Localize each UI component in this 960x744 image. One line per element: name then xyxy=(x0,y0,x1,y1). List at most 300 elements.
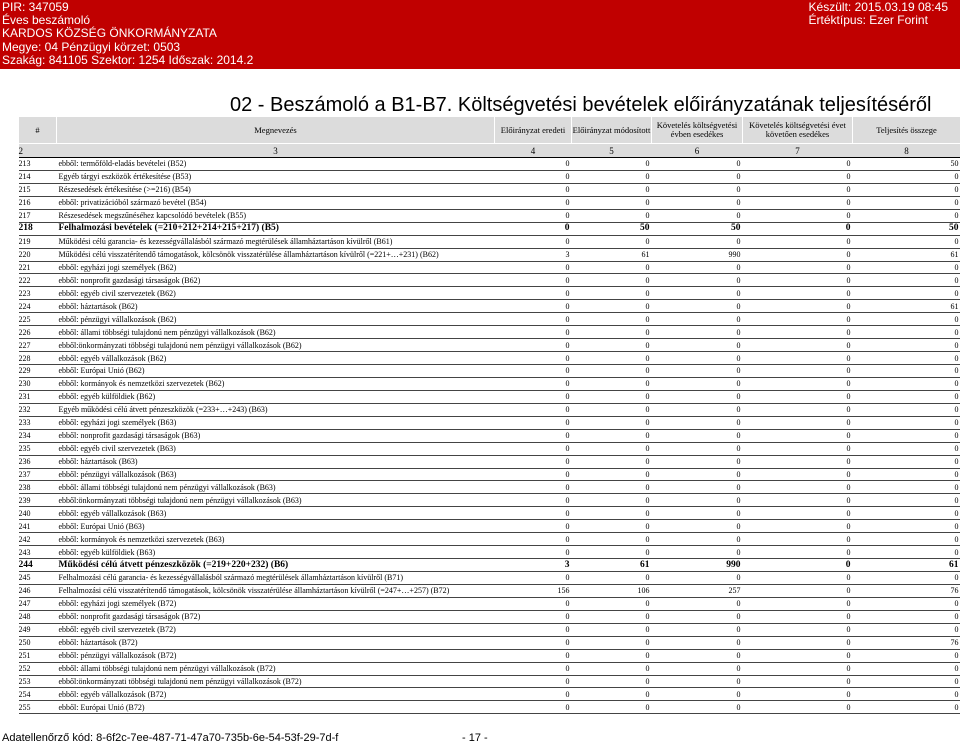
original-estimate-value: 0 xyxy=(495,352,572,365)
claim-following-year-value: 0 xyxy=(743,196,853,209)
table-row xyxy=(19,662,960,675)
row-id: 242 xyxy=(19,533,57,546)
row-description: Felhalmozási célú garancia- és kezességvállalásból származó megtérülések államháztartáson kívülről (B71) xyxy=(57,572,495,585)
col-header-claim-following-year: Követelés költségvetési évet követően esedékes xyxy=(743,117,853,144)
original-estimate-value: 0 xyxy=(495,494,572,507)
row-description: ebből: állami többségi tulajdonú nem pénzügyi vállalkozások (B62) xyxy=(57,326,495,339)
original-estimate-value: 0 xyxy=(495,209,572,222)
verification-code: Adatellenőrző kód: 8-6f2c-7ee-487-71-47a70-735b-6e-54-53f-29-7d-f xyxy=(2,732,339,744)
claim-current-year-value: 0 xyxy=(652,520,743,533)
row-description: ebből: egyéb külföldiek (B63) xyxy=(57,546,495,559)
row-id: 237 xyxy=(19,468,57,481)
original-estimate-value: 0 xyxy=(495,339,572,352)
modified-estimate-value: 106 xyxy=(572,584,652,597)
row-id: 231 xyxy=(19,390,57,403)
claim-following-year-value: 0 xyxy=(743,584,853,597)
modified-estimate-value: 0 xyxy=(572,442,652,455)
claim-current-year-value: 0 xyxy=(652,390,743,403)
table-row xyxy=(19,636,960,649)
table-row xyxy=(19,248,960,261)
claim-current-year-value: 0 xyxy=(652,533,743,546)
table-row xyxy=(19,170,960,183)
table-row xyxy=(19,520,960,533)
original-estimate-value: 0 xyxy=(495,235,572,248)
table-row xyxy=(19,274,960,287)
fulfilment-value: 0 xyxy=(853,494,960,507)
original-estimate-value: 0 xyxy=(495,261,572,274)
modified-estimate-value: 0 xyxy=(572,158,652,171)
modified-estimate-value: 0 xyxy=(572,546,652,559)
fulfilment-value: 0 xyxy=(853,352,960,365)
original-estimate-value: 0 xyxy=(495,326,572,339)
claim-current-year-value: 0 xyxy=(652,442,743,455)
modified-estimate-value: 0 xyxy=(572,533,652,546)
row-description: ebből: egyéb civil szervezetek (B72) xyxy=(57,623,495,636)
row-id: 216 xyxy=(19,196,57,209)
original-estimate-value: 0 xyxy=(495,300,572,313)
claim-following-year-value: 0 xyxy=(743,339,853,352)
row-description: ebből: Európai Unió (B62) xyxy=(57,365,495,378)
row-id: 246 xyxy=(19,584,57,597)
original-estimate-value: 0 xyxy=(495,507,572,520)
row-id: 252 xyxy=(19,662,57,675)
claim-following-year-value: 0 xyxy=(743,287,853,300)
claim-following-year-value: 0 xyxy=(743,610,853,623)
row-id: 248 xyxy=(19,610,57,623)
row-id: 218 xyxy=(19,222,57,235)
original-estimate-value: 0 xyxy=(495,222,572,235)
claim-current-year-value: 0 xyxy=(652,365,743,378)
claim-following-year-value: 0 xyxy=(743,468,853,481)
claim-current-year-value: 0 xyxy=(652,235,743,248)
row-id: 221 xyxy=(19,261,57,274)
fulfilment-value: 0 xyxy=(853,623,960,636)
original-estimate-value: 0 xyxy=(495,610,572,623)
claim-following-year-value: 0 xyxy=(743,403,853,416)
fulfilment-value: 0 xyxy=(853,520,960,533)
claim-following-year-value: 0 xyxy=(743,365,853,378)
claim-following-year-value: 0 xyxy=(743,494,853,507)
claim-following-year-value: 0 xyxy=(743,520,853,533)
col-number: 8 xyxy=(853,144,960,158)
fulfilment-value: 0 xyxy=(853,468,960,481)
column-number-row xyxy=(19,144,960,158)
original-estimate-value: 0 xyxy=(495,183,572,196)
row-description: ebből: pénzügyi vállalkozások (B62) xyxy=(57,313,495,326)
claim-following-year-value: 0 xyxy=(743,429,853,442)
table-row xyxy=(19,365,960,378)
row-id: 230 xyxy=(19,377,57,390)
table-row xyxy=(19,429,960,442)
table-row xyxy=(19,481,960,494)
row-id: 249 xyxy=(19,623,57,636)
original-estimate-value: 0 xyxy=(495,365,572,378)
claim-current-year-value: 0 xyxy=(652,688,743,701)
row-id: 243 xyxy=(19,546,57,559)
col-header-fulfilment: Teljesítés összege xyxy=(853,117,960,144)
table-row xyxy=(19,352,960,365)
original-estimate-value: 0 xyxy=(495,442,572,455)
claim-current-year-value: 0 xyxy=(652,339,743,352)
table-row xyxy=(19,261,960,274)
fulfilment-value: 0 xyxy=(853,662,960,675)
fulfilment-value: 0 xyxy=(853,455,960,468)
row-id: 223 xyxy=(19,287,57,300)
claim-following-year-value: 0 xyxy=(743,377,853,390)
modified-estimate-value: 0 xyxy=(572,274,652,287)
fulfilment-value: 0 xyxy=(853,377,960,390)
claim-current-year-value: 990 xyxy=(652,248,743,261)
fulfilment-value: 0 xyxy=(853,610,960,623)
claim-following-year-value: 0 xyxy=(743,274,853,287)
claim-current-year-value: 0 xyxy=(652,546,743,559)
row-description: ebből: pénzügyi vállalkozások (B63) xyxy=(57,468,495,481)
header-left xyxy=(2,1,253,67)
row-id: 228 xyxy=(19,352,57,365)
fulfilment-value: 0 xyxy=(853,339,960,352)
fulfilment-value: 76 xyxy=(853,584,960,597)
modified-estimate-value: 0 xyxy=(572,494,652,507)
modified-estimate-value: 0 xyxy=(572,675,652,688)
row-id: 245 xyxy=(19,572,57,585)
claim-current-year-value: 0 xyxy=(652,494,743,507)
table-row xyxy=(19,546,960,559)
fulfilment-value: 0 xyxy=(853,209,960,222)
row-id: 255 xyxy=(19,701,57,714)
claim-current-year-value: 0 xyxy=(652,209,743,222)
modified-estimate-value: 0 xyxy=(572,662,652,675)
row-id: 251 xyxy=(19,649,57,662)
original-estimate-value: 3 xyxy=(495,559,572,572)
original-estimate-value: 156 xyxy=(495,584,572,597)
row-id: 247 xyxy=(19,597,57,610)
modified-estimate-value: 0 xyxy=(572,597,652,610)
modified-estimate-value: 0 xyxy=(572,287,652,300)
row-id: 253 xyxy=(19,675,57,688)
fulfilment-value: 0 xyxy=(853,597,960,610)
claim-current-year-value: 0 xyxy=(652,170,743,183)
row-id: 232 xyxy=(19,403,57,416)
col-number: 6 xyxy=(652,144,743,158)
original-estimate-value: 0 xyxy=(495,455,572,468)
table-row xyxy=(19,339,960,352)
modified-estimate-value: 0 xyxy=(572,313,652,326)
original-estimate-value: 0 xyxy=(495,416,572,429)
row-description: ebből: állami többségi tulajdonú nem pénzügyi vállalkozások (B72) xyxy=(57,662,495,675)
claim-following-year-value: 0 xyxy=(743,455,853,468)
row-description: ebből: állami többségi tulajdonú nem pénzügyi vállalkozások (B63) xyxy=(57,481,495,494)
original-estimate-value: 0 xyxy=(495,675,572,688)
claim-following-year-value: 0 xyxy=(743,636,853,649)
claim-current-year-value: 0 xyxy=(652,287,743,300)
original-estimate-value: 0 xyxy=(495,546,572,559)
original-estimate-value: 0 xyxy=(495,520,572,533)
claim-current-year-value: 0 xyxy=(652,610,743,623)
table-row xyxy=(19,300,960,313)
row-id: 214 xyxy=(19,170,57,183)
fulfilment-value: 0 xyxy=(853,365,960,378)
claim-following-year-value: 0 xyxy=(743,352,853,365)
row-description: Részesedések megszűnéséhez kapcsolódó bevételek (B55) xyxy=(57,209,495,222)
table-row xyxy=(19,494,960,507)
claim-following-year-value: 0 xyxy=(743,209,853,222)
table-row xyxy=(19,390,960,403)
modified-estimate-value: 0 xyxy=(572,377,652,390)
modified-estimate-value: 50 xyxy=(572,222,652,235)
table-row xyxy=(19,701,960,714)
fulfilment-value: 0 xyxy=(853,235,960,248)
fulfilment-value: 61 xyxy=(853,559,960,572)
modified-estimate-value: 61 xyxy=(572,559,652,572)
row-description: ebből: egyházi jogi személyek (B72) xyxy=(57,597,495,610)
row-description: Egyéb működési célú átvett pénzeszközök (=233+…+243) (B63) xyxy=(57,403,495,416)
table-row xyxy=(19,507,960,520)
claim-current-year-value: 0 xyxy=(652,183,743,196)
col-header-modified-estimate: Előirányzat módosított xyxy=(572,117,652,144)
row-id: 215 xyxy=(19,183,57,196)
row-description: ebből: nonprofit gazdasági társaságok (B63) xyxy=(57,429,495,442)
row-id: 222 xyxy=(19,274,57,287)
col-header-number: # xyxy=(19,117,57,144)
row-description: ebből: egyéb külföldiek (B62) xyxy=(57,390,495,403)
table-row xyxy=(19,675,960,688)
fulfilment-value: 0 xyxy=(853,572,960,585)
row-id: 226 xyxy=(19,326,57,339)
fulfilment-value: 0 xyxy=(853,546,960,559)
claim-following-year-value: 0 xyxy=(743,533,853,546)
column-header-row xyxy=(19,117,960,144)
claim-following-year-value: 0 xyxy=(743,597,853,610)
col-header-claim-current-year: Követelés költségvetési évben esedékes xyxy=(652,117,743,144)
organization-name: KARDOS KÖZSÉG ÖNKORMÁNYZATA xyxy=(2,26,217,41)
table-row xyxy=(19,533,960,546)
table-row xyxy=(19,326,960,339)
row-description: ebből: nonprofit gazdasági társaságok (B62) xyxy=(57,274,495,287)
claim-current-year-value: 0 xyxy=(652,196,743,209)
col-number: 3 xyxy=(57,144,495,158)
modified-estimate-value: 0 xyxy=(572,481,652,494)
row-description: Felhalmozási célú visszatérítendő támogatások, kölcsönök visszatérülése államháztartáson kívülről (=247+…+257) (B72) xyxy=(57,584,495,597)
row-id: 254 xyxy=(19,688,57,701)
table-row xyxy=(19,313,960,326)
claim-current-year-value: 0 xyxy=(652,429,743,442)
modified-estimate-value: 0 xyxy=(572,507,652,520)
modified-estimate-value: 0 xyxy=(572,636,652,649)
claim-current-year-value: 0 xyxy=(652,403,743,416)
county-info: Megye: 04 Pénzügyi körzet: 0503 xyxy=(2,39,181,54)
row-id: 241 xyxy=(19,520,57,533)
table-row xyxy=(19,649,960,662)
claim-following-year-value: 0 xyxy=(743,688,853,701)
col-number: 4 xyxy=(495,144,572,158)
modified-estimate-value: 0 xyxy=(572,572,652,585)
claim-current-year-value: 0 xyxy=(652,300,743,313)
modified-estimate-value: 0 xyxy=(572,455,652,468)
fulfilment-value: 0 xyxy=(853,261,960,274)
modified-estimate-value: 0 xyxy=(572,416,652,429)
fulfilment-value: 76 xyxy=(853,636,960,649)
modified-estimate-value: 0 xyxy=(572,196,652,209)
claim-current-year-value: 0 xyxy=(652,623,743,636)
modified-estimate-value: 0 xyxy=(572,326,652,339)
original-estimate-value: 0 xyxy=(495,481,572,494)
header-right xyxy=(809,1,948,27)
col-header-name: Megnevezés xyxy=(57,117,495,144)
claim-current-year-value: 0 xyxy=(652,701,743,714)
row-id: 233 xyxy=(19,416,57,429)
sector-info: Szakág: 841105 Szektor: 1254 Időszak: 2014.2 xyxy=(2,52,254,67)
row-description: ebből: egyházi jogi személyek (B63) xyxy=(57,416,495,429)
page-title: 02 - Beszámoló a B1-B7. Költségvetési bevételek előirányzatának teljesítéséről xyxy=(230,94,932,116)
fulfilment-value: 0 xyxy=(853,688,960,701)
page-number: - 17 - xyxy=(462,732,488,744)
page-footer xyxy=(0,733,960,744)
fulfilment-value: 0 xyxy=(853,196,960,209)
table-row xyxy=(19,442,960,455)
row-description: Működési célú garancia- és kezességvállalásból származó megtérülések államháztartáson kívülről (B61) xyxy=(57,235,495,248)
row-description: ebből: termőföld-eladás bevételei (B52) xyxy=(57,158,495,171)
claim-following-year-value: 0 xyxy=(743,235,853,248)
claim-following-year-value: 0 xyxy=(743,481,853,494)
row-description: ebből: háztartások (B63) xyxy=(57,455,495,468)
row-description: ebből: nonprofit gazdasági társaságok (B72) xyxy=(57,610,495,623)
col-header-original-estimate: Előirányzat eredeti xyxy=(495,117,572,144)
row-description: ebből: egyéb vállalkozások (B72) xyxy=(57,688,495,701)
fulfilment-value: 0 xyxy=(853,183,960,196)
fulfilment-value: 50 xyxy=(853,222,960,235)
original-estimate-value: 0 xyxy=(495,572,572,585)
claim-following-year-value: 0 xyxy=(743,416,853,429)
original-estimate-value: 3 xyxy=(495,248,572,261)
row-id: 220 xyxy=(19,248,57,261)
report-header xyxy=(0,0,960,69)
created-timestamp: Készült: 2015.03.19 08:45 xyxy=(808,0,948,14)
table-row xyxy=(19,584,960,597)
fulfilment-value: 0 xyxy=(853,701,960,714)
modified-estimate-value: 0 xyxy=(572,339,652,352)
row-description: ebből:önkormányzati többségi tulajdonú nem pénzügyi vállalkozások (B72) xyxy=(57,675,495,688)
row-description: Egyéb tárgyi eszközök értékesítése (B53) xyxy=(57,170,495,183)
claim-current-year-value: 0 xyxy=(652,675,743,688)
fulfilment-value: 0 xyxy=(853,442,960,455)
claim-following-year-value: 0 xyxy=(743,442,853,455)
row-description: Részesedések értékesítése (>=216) (B54) xyxy=(57,183,495,196)
original-estimate-value: 0 xyxy=(495,533,572,546)
claim-following-year-value: 0 xyxy=(743,326,853,339)
modified-estimate-value: 61 xyxy=(572,248,652,261)
budget-table xyxy=(18,116,960,714)
row-id: 250 xyxy=(19,636,57,649)
original-estimate-value: 0 xyxy=(495,287,572,300)
original-estimate-value: 0 xyxy=(495,468,572,481)
table-row xyxy=(19,468,960,481)
claim-current-year-value: 0 xyxy=(652,468,743,481)
fulfilment-value: 0 xyxy=(853,649,960,662)
fulfilment-value: 0 xyxy=(853,416,960,429)
claim-current-year-value: 0 xyxy=(652,572,743,585)
claim-following-year-value: 0 xyxy=(743,170,853,183)
table-row xyxy=(19,209,960,222)
fulfilment-value: 61 xyxy=(853,248,960,261)
row-id: 235 xyxy=(19,442,57,455)
original-estimate-value: 0 xyxy=(495,196,572,209)
row-description: ebből: egyházi jogi személyek (B62) xyxy=(57,261,495,274)
original-estimate-value: 0 xyxy=(495,274,572,287)
row-description: ebből: kormányok és nemzetközi szervezetek (B63) xyxy=(57,533,495,546)
table-row xyxy=(19,196,960,209)
claim-following-year-value: 0 xyxy=(743,623,853,636)
row-description: ebből: kormányok és nemzetközi szervezetek (B62) xyxy=(57,377,495,390)
claim-following-year-value: 0 xyxy=(743,649,853,662)
report-type: Éves beszámoló xyxy=(2,13,91,28)
claim-following-year-value: 0 xyxy=(743,261,853,274)
claim-current-year-value: 0 xyxy=(652,313,743,326)
table-row xyxy=(19,287,960,300)
original-estimate-value: 0 xyxy=(495,688,572,701)
row-id: 240 xyxy=(19,507,57,520)
original-estimate-value: 0 xyxy=(495,170,572,183)
claim-current-year-value: 0 xyxy=(652,636,743,649)
row-description: ebből: egyéb civil szervezetek (B63) xyxy=(57,442,495,455)
fulfilment-value: 0 xyxy=(853,313,960,326)
value-unit: Értéktípus: Ezer Forint xyxy=(808,13,928,28)
modified-estimate-value: 0 xyxy=(572,688,652,701)
row-description: ebből: Európai Unió (B72) xyxy=(57,701,495,714)
modified-estimate-value: 0 xyxy=(572,623,652,636)
modified-estimate-value: 0 xyxy=(572,649,652,662)
fulfilment-value: 0 xyxy=(853,429,960,442)
fulfilment-value: 0 xyxy=(853,507,960,520)
row-id: 239 xyxy=(19,494,57,507)
claim-current-year-value: 990 xyxy=(652,559,743,572)
row-description: ebből: háztartások (B62) xyxy=(57,300,495,313)
original-estimate-value: 0 xyxy=(495,662,572,675)
fulfilment-value: 0 xyxy=(853,274,960,287)
row-id: 227 xyxy=(19,339,57,352)
table-row xyxy=(19,572,960,585)
table-row xyxy=(19,403,960,416)
modified-estimate-value: 0 xyxy=(572,610,652,623)
modified-estimate-value: 0 xyxy=(572,183,652,196)
original-estimate-value: 0 xyxy=(495,597,572,610)
table-row xyxy=(19,416,960,429)
modified-estimate-value: 0 xyxy=(572,520,652,533)
table-row xyxy=(19,610,960,623)
fulfilment-value: 0 xyxy=(853,326,960,339)
table-row xyxy=(19,183,960,196)
claim-current-year-value: 0 xyxy=(652,261,743,274)
claim-current-year-value: 0 xyxy=(652,416,743,429)
modified-estimate-value: 0 xyxy=(572,468,652,481)
claim-following-year-value: 0 xyxy=(743,572,853,585)
modified-estimate-value: 0 xyxy=(572,235,652,248)
row-description: ebből: háztartások (B72) xyxy=(57,636,495,649)
original-estimate-value: 0 xyxy=(495,636,572,649)
table-row xyxy=(19,235,960,248)
claim-current-year-value: 0 xyxy=(652,507,743,520)
claim-current-year-value: 0 xyxy=(652,274,743,287)
original-estimate-value: 0 xyxy=(495,649,572,662)
row-id: 219 xyxy=(19,235,57,248)
claim-current-year-value: 0 xyxy=(652,597,743,610)
fulfilment-value: 50 xyxy=(853,158,960,171)
modified-estimate-value: 0 xyxy=(572,403,652,416)
claim-current-year-value: 0 xyxy=(652,326,743,339)
original-estimate-value: 0 xyxy=(495,403,572,416)
original-estimate-value: 0 xyxy=(495,429,572,442)
claim-following-year-value: 0 xyxy=(743,300,853,313)
table-row xyxy=(19,222,960,235)
